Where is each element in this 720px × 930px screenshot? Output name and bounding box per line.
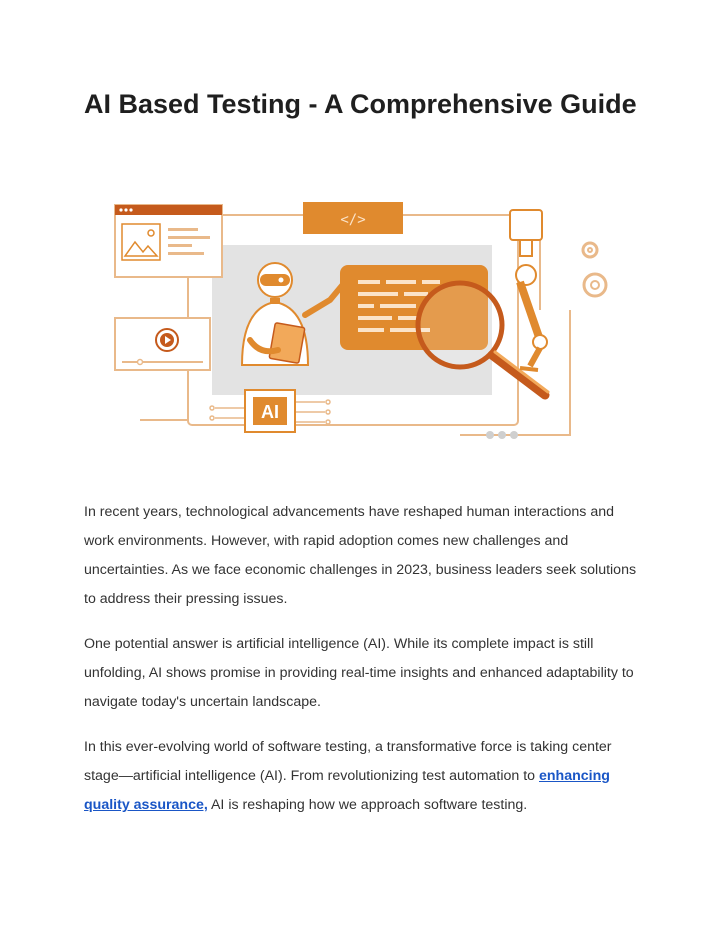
paragraph-text: One potential answer is artificial intelligence (AI). While its complete impact is still unfolding, AI shows promise in providing real-time insights and enhanced adaptability to navigate today's uncertain landscape. <box>84 636 634 710</box>
svg-text:AI: AI <box>261 402 279 422</box>
page-title: AI Based Testing - A Comprehensive Guide <box>84 89 637 119</box>
paragraph: In recent years, technological advancements have reshaped human interactions and work environments. However, with rapid adoption comes new challenges and uncertainties. As we face economic challenges in 2023, business leaders seek solutions to address their pressing issues. <box>84 504 637 607</box>
paragraph-text: AI is reshaping how we approach software testing. <box>207 797 528 813</box>
video-player-icon <box>115 318 210 370</box>
browser-window-icon <box>115 205 222 277</box>
enhancing-quality-assurance-link[interactable]: enhancing quality assurance, <box>84 768 610 813</box>
paragraph-text: In this ever-evolving world of software testing, a transformative force is taking center stage—artificial intelligence (AI). From revolutionizing test automation to <box>84 739 612 784</box>
robotic-arm-icon <box>510 210 547 370</box>
hero-illustration <box>100 190 630 450</box>
paragraph <box>84 630 644 717</box>
pager-dots <box>486 431 518 439</box>
code-tag-icon <box>303 202 403 234</box>
gear-icon <box>584 274 606 296</box>
paragraph <box>84 733 644 820</box>
gear-icon <box>583 243 597 257</box>
svg-text:</>: </> <box>340 212 366 228</box>
article-body <box>84 498 644 836</box>
